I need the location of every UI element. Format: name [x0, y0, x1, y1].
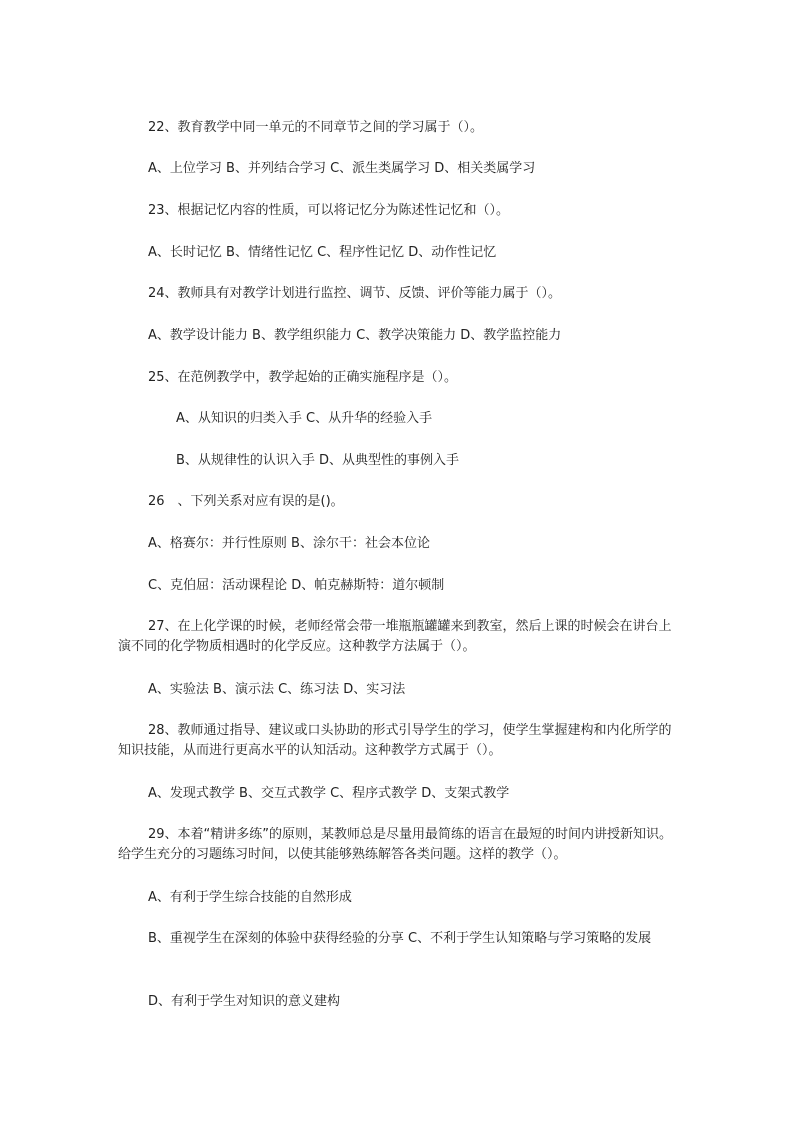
option-29-d: D、有利于学生对知识的意义建构	[148, 994, 341, 1009]
question-29: 29、本着“精讲多练”的原则，某教师总是尽量用最简练的语言在最短的时间内讲授新知识。给学生充分的习题练习时间，以使其能够熟练解答各类问题。这样的教学（）。	[118, 827, 673, 862]
question-23: 23、根据记忆内容的性质，可以将记忆分为陈述性记忆和（）。	[148, 203, 510, 218]
question-24: 24、教师具有对教学计划进行监控、调节、反馈、评价等能力属于（）。	[148, 286, 562, 301]
options-25-ac: A、从知识的归类入手 C、从升华的经验入手	[176, 411, 433, 426]
options-26-ab: A、格赛尔：并行性原则 B、涂尔干：社会本位论	[148, 536, 430, 551]
option-29-bc: B、重视学生在深刻的体验中获得经验的分享 C、不利于学生认知策略与学习策略的发展	[148, 931, 652, 946]
options-28: A、发现式教学 B、交互式教学 C、程序式教学 D、支架式教学	[148, 786, 510, 801]
question-22: 22、教育教学中同一单元的不同章节之间的学习属于（）。	[148, 120, 484, 135]
options-25-bd: B、从规律性的认识入手 D、从典型性的事例入手	[176, 453, 460, 468]
options-22: A、上位学习 B、并列结合学习 C、派生类属学习 D、相关类属学习	[148, 161, 536, 176]
option-29-a: A、有利于学生综合技能的自然形成	[148, 890, 352, 905]
options-24: A、教学设计能力 B、教学组织能力 C、教学决策能力 D、教学监控能力	[148, 328, 562, 343]
question-27: 27、在上化学课的时候，老师经常会带一堆瓶瓶罐罐来到教室，然后上课的时候会在讲台上演不同的化学物质相遇时的化学反应。这种教学方法属于（）。	[118, 619, 672, 654]
options-23: A、长时记忆 B、情绪性记忆 C、程序性记忆 D、动作性记忆	[148, 245, 497, 260]
question-28: 28、教师通过指导、建议或口头协助的形式引导学生的学习，使学生掌握建构和内化所学的知识技能，从而进行更高水平的认知活动。这种教学方式属于（）。	[118, 723, 672, 758]
options-26-cd: C、克伯屈：活动课程论 D、帕克赫斯特：道尔顿制	[148, 578, 445, 593]
options-27: A、实验法 B、演示法 C、练习法 D、实习法	[148, 682, 406, 697]
question-26: 26 、下列关系对应有误的是()。	[148, 494, 344, 509]
question-25: 25、在范例教学中，教学起始的正确实施程序是（）。	[148, 370, 458, 385]
